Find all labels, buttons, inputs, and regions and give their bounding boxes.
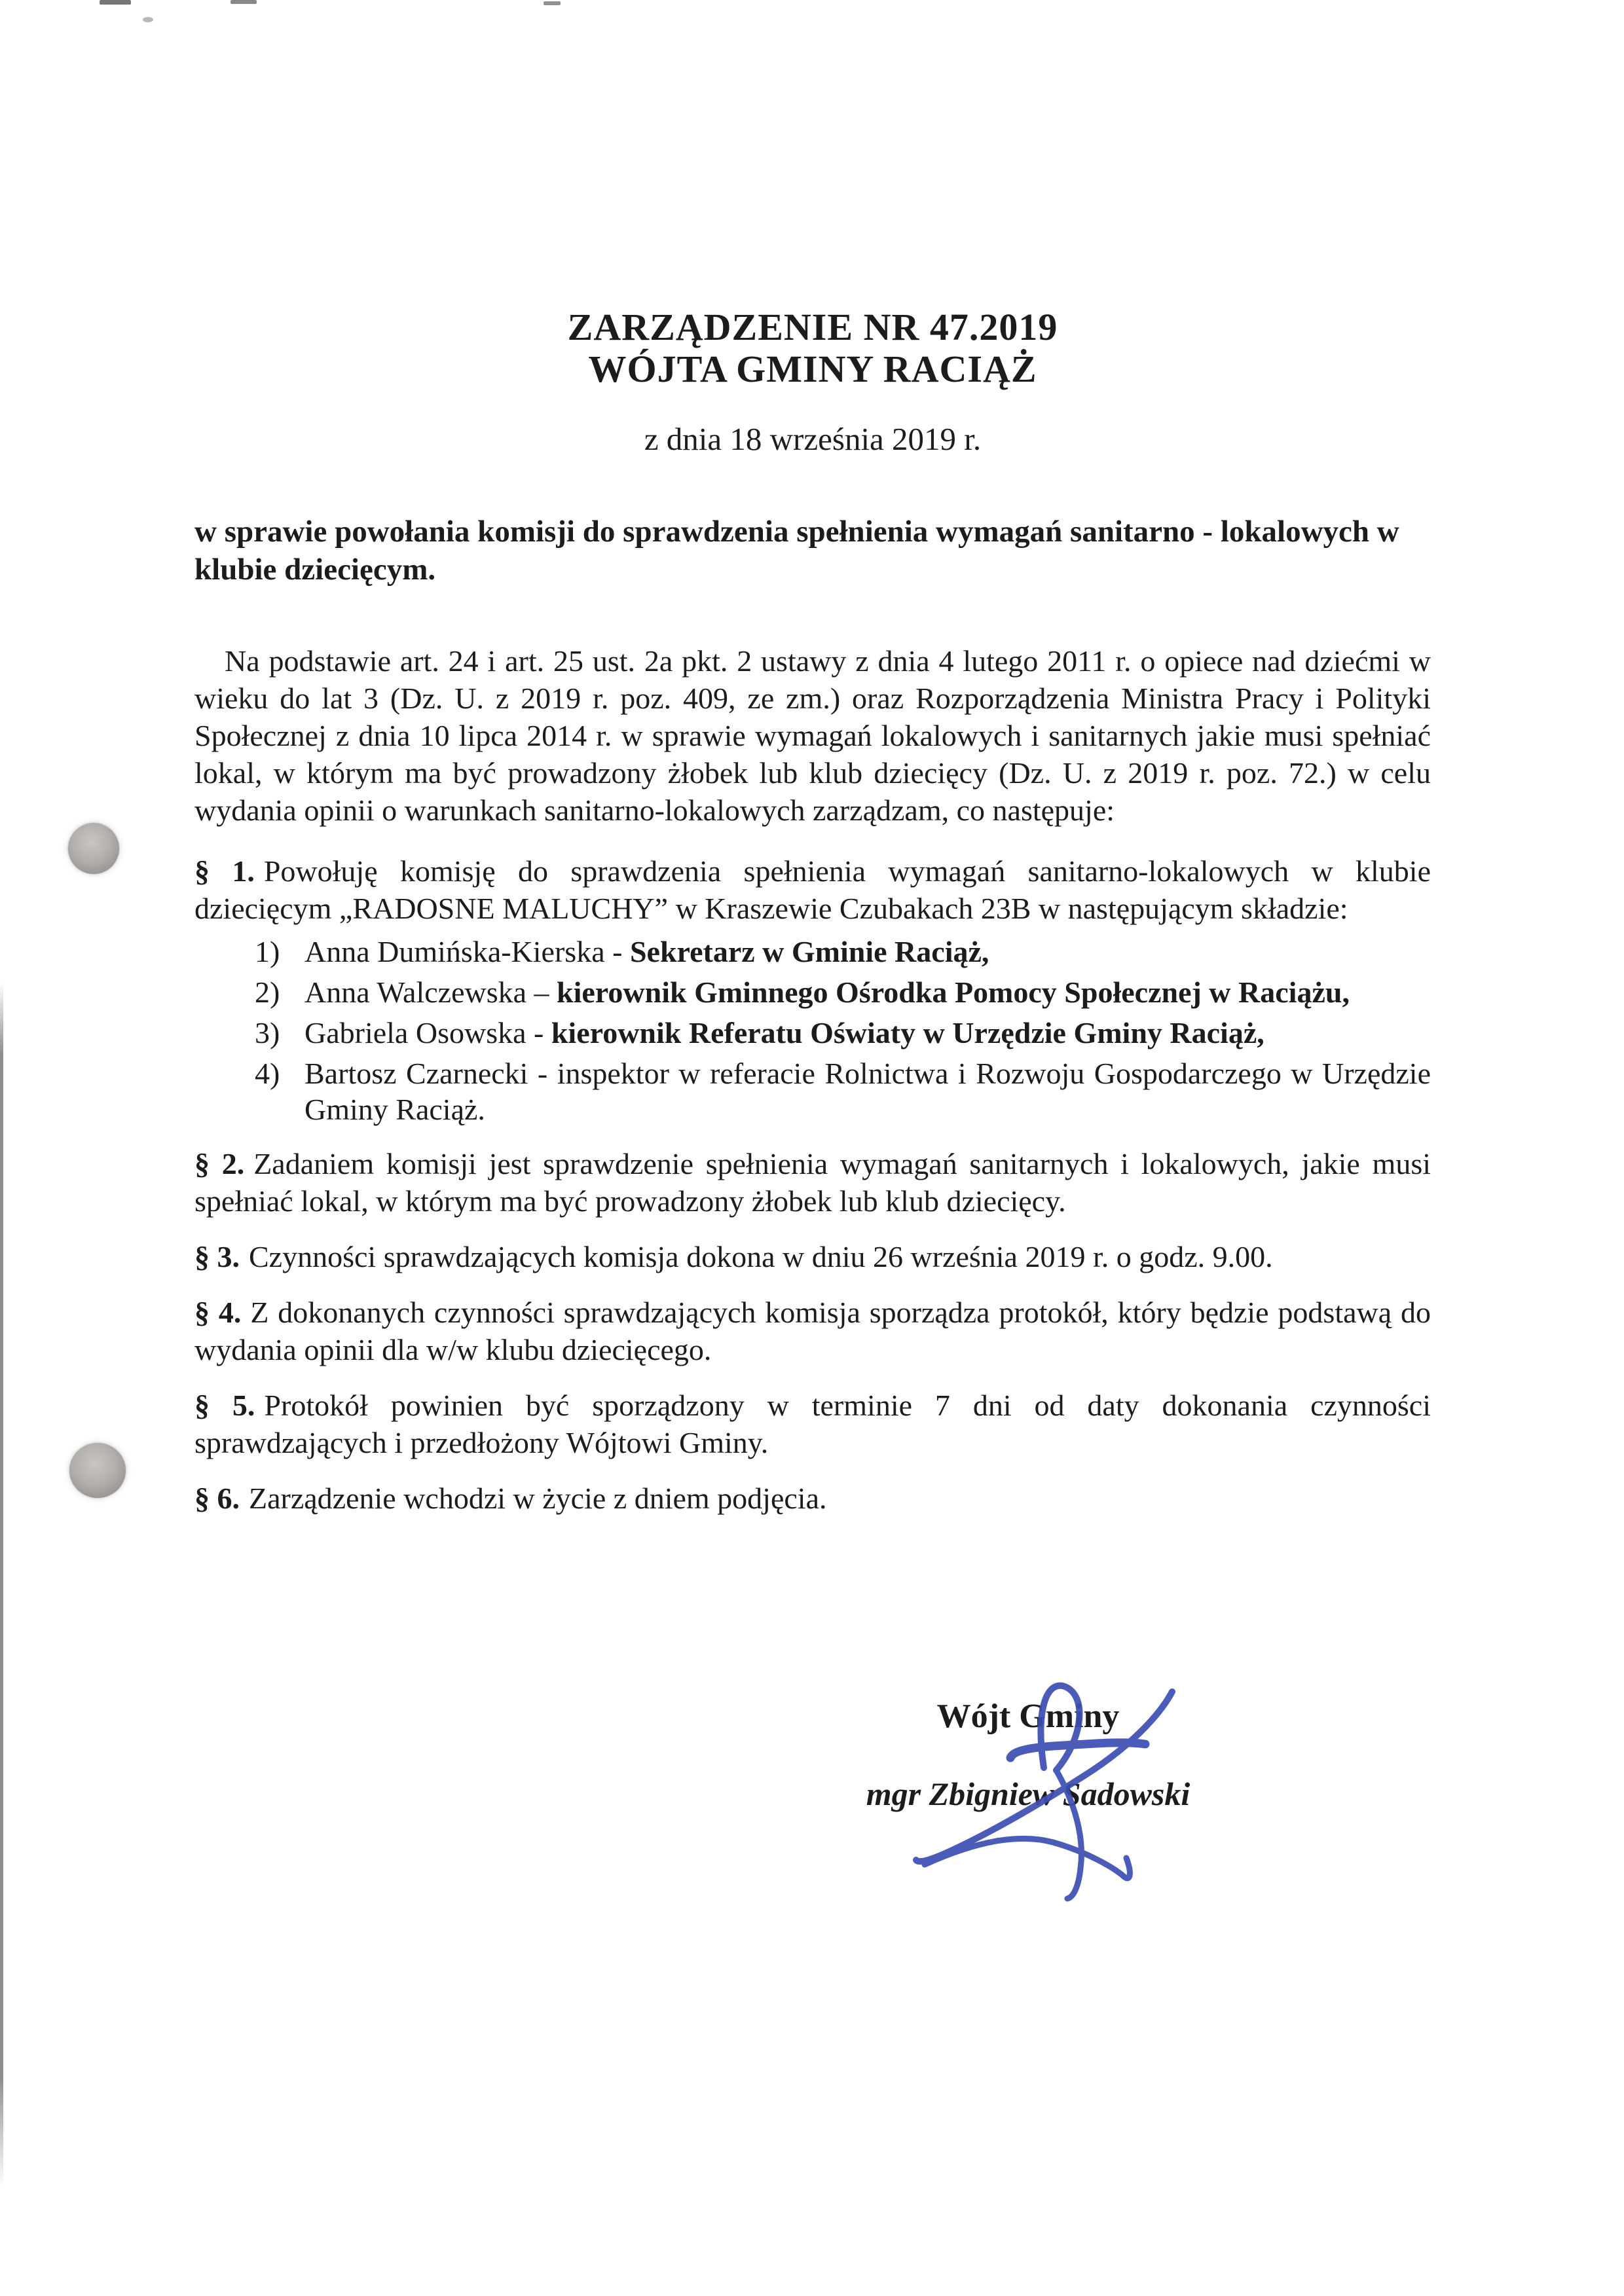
scan-speck — [143, 17, 153, 22]
member-name: Anna Dumińska-Kierska — [304, 935, 605, 968]
section-paragraph-3 — [194, 1238, 1431, 1275]
separator: - — [526, 1016, 551, 1049]
section-number: § 4. — [194, 1296, 242, 1329]
scan-edge-artifact — [0, 982, 3, 2187]
member-role: inspektor w referacie Rolnictwa i Rozwoju Gospodarczego w Urzędzie Gminy Raciąż. — [304, 1057, 1431, 1126]
section-number: § 5. — [194, 1389, 255, 1422]
list-item-number: 4) — [255, 1057, 280, 1090]
list-item-text — [304, 974, 1431, 1010]
scan-speck — [100, 0, 131, 5]
member-role: Sekretarz w Gminie Raciąż, — [629, 935, 989, 968]
separator: - — [604, 935, 630, 968]
hole-punch-bottom — [69, 1443, 126, 1498]
scan-speck — [544, 1, 561, 5]
signer-title: Wójt Gminy — [936, 1698, 1120, 1735]
list-item — [255, 1055, 1431, 1127]
list-item-text — [304, 1055, 1431, 1127]
section-text: Zadaniem komisji jest sprawdzenie spełnienia wymagań sanitarnych i lokalowych, jakie musi spełniać lokal, w którym ma być prowadzony żłobek lub klub dziecięcy. — [194, 1147, 1431, 1218]
signer-name: mgr Zbigniew Sadowski — [866, 1776, 1190, 1812]
section-text: Zarządzenie wchodzi w życie z dniem podjęcia. — [249, 1482, 827, 1515]
list-item-text — [304, 1015, 1431, 1051]
section-number: § 1. — [194, 854, 255, 888]
signature-stroke-swoosh — [925, 1838, 1130, 1878]
section-number: § 2. — [194, 1147, 245, 1180]
section-number: § 3. — [194, 1240, 240, 1273]
separator: - — [528, 1057, 557, 1090]
member-role: kierownik Referatu Oświaty w Urzędzie Gminy Raciąż, — [551, 1016, 1264, 1049]
list-item — [255, 974, 1431, 1010]
list-item-number: 1) — [255, 935, 280, 968]
signature-block — [779, 1697, 1277, 1813]
committee-member-list — [255, 934, 1431, 1145]
section-number: § 6. — [194, 1482, 240, 1515]
member-role: kierownik Gminnego Ośrodka Pomocy Społecznej w Raciążu, — [557, 975, 1350, 1009]
section-paragraph-4 — [194, 1294, 1431, 1368]
list-item-number: 3) — [255, 1016, 280, 1049]
document-title — [194, 306, 1431, 390]
legal-basis-paragraph: Na podstawie art. 24 i art. 25 ust. 2a pkt. 2 ustawy z dnia 4 lutego 2011 r. o opiece nad dziećmi w wieku do lat 3 (Dz. U. z 2019 r. poz. 409, ze zm.) oraz Rozporządzenia Ministra Pracy i Polityki Społecznej z dnia 10 lipca 2014 r. w sprawie wymagań lokalowych i sanitarnych jakie musi spełniać lokal, w którym ma być prowadzony żłobek lub klub dziecięcy (Dz. U. z 2019 r. poz. 72.) w celu wydania opinii o warunkach sanitarno-lokalowych zarządzam, co następuje: — [194, 644, 1431, 827]
list-item-number: 2) — [255, 975, 280, 1009]
section-text: Powołuję komisję do sprawdzenia spełnienia wymagań sanitarno-lokalowych w klubie dziecięcym „RADOSNE MALUCHY” w Kraszewie Czubakach 23B w następującym składzie: — [194, 854, 1431, 925]
title-line-1: ZARZĄDZENIE NR 47.2019 — [567, 306, 1058, 348]
list-item — [255, 1015, 1431, 1051]
title-line-2: WÓJTA GMINY RACIĄŻ — [588, 348, 1037, 390]
section-text: Protokół powinien być sporządzony w terminie 7 dni od daty dokonania czynności sprawdzających i przedłożony Wójtowi Gminy. — [194, 1389, 1431, 1459]
section-paragraph-1 — [194, 852, 1431, 927]
section-paragraph-5 — [194, 1387, 1431, 1461]
list-item-text — [304, 934, 1431, 970]
section-paragraph-6 — [194, 1480, 1431, 1517]
separator: – — [526, 975, 557, 1009]
section-text: Z dokonanych czynności sprawdzających komisja sporządza protokół, który będzie podstawą do wydania opinii dla w/w klubu dziecięcego. — [194, 1296, 1431, 1366]
document-body — [194, 306, 1431, 1535]
scan-speck — [231, 0, 257, 4]
member-name: Gabriela Osowska — [304, 1016, 526, 1049]
section-paragraph-2 — [194, 1145, 1431, 1220]
hole-punch-top — [68, 823, 119, 874]
section-text: Czynności sprawdzających komisja dokona w dniu 26 września 2019 r. o godz. 9.00. — [249, 1240, 1273, 1273]
member-name: Bartosz Czarnecki — [304, 1057, 528, 1090]
list-item — [255, 934, 1431, 970]
document-subject: w sprawie powołania komisji do sprawdzenia spełnienia wymagań sanitarno - lokalowych w klubie dziecięcym. — [194, 515, 1399, 587]
document-date: z dnia 18 września 2019 r. — [644, 421, 982, 457]
member-name: Anna Walczewska — [304, 975, 527, 1009]
